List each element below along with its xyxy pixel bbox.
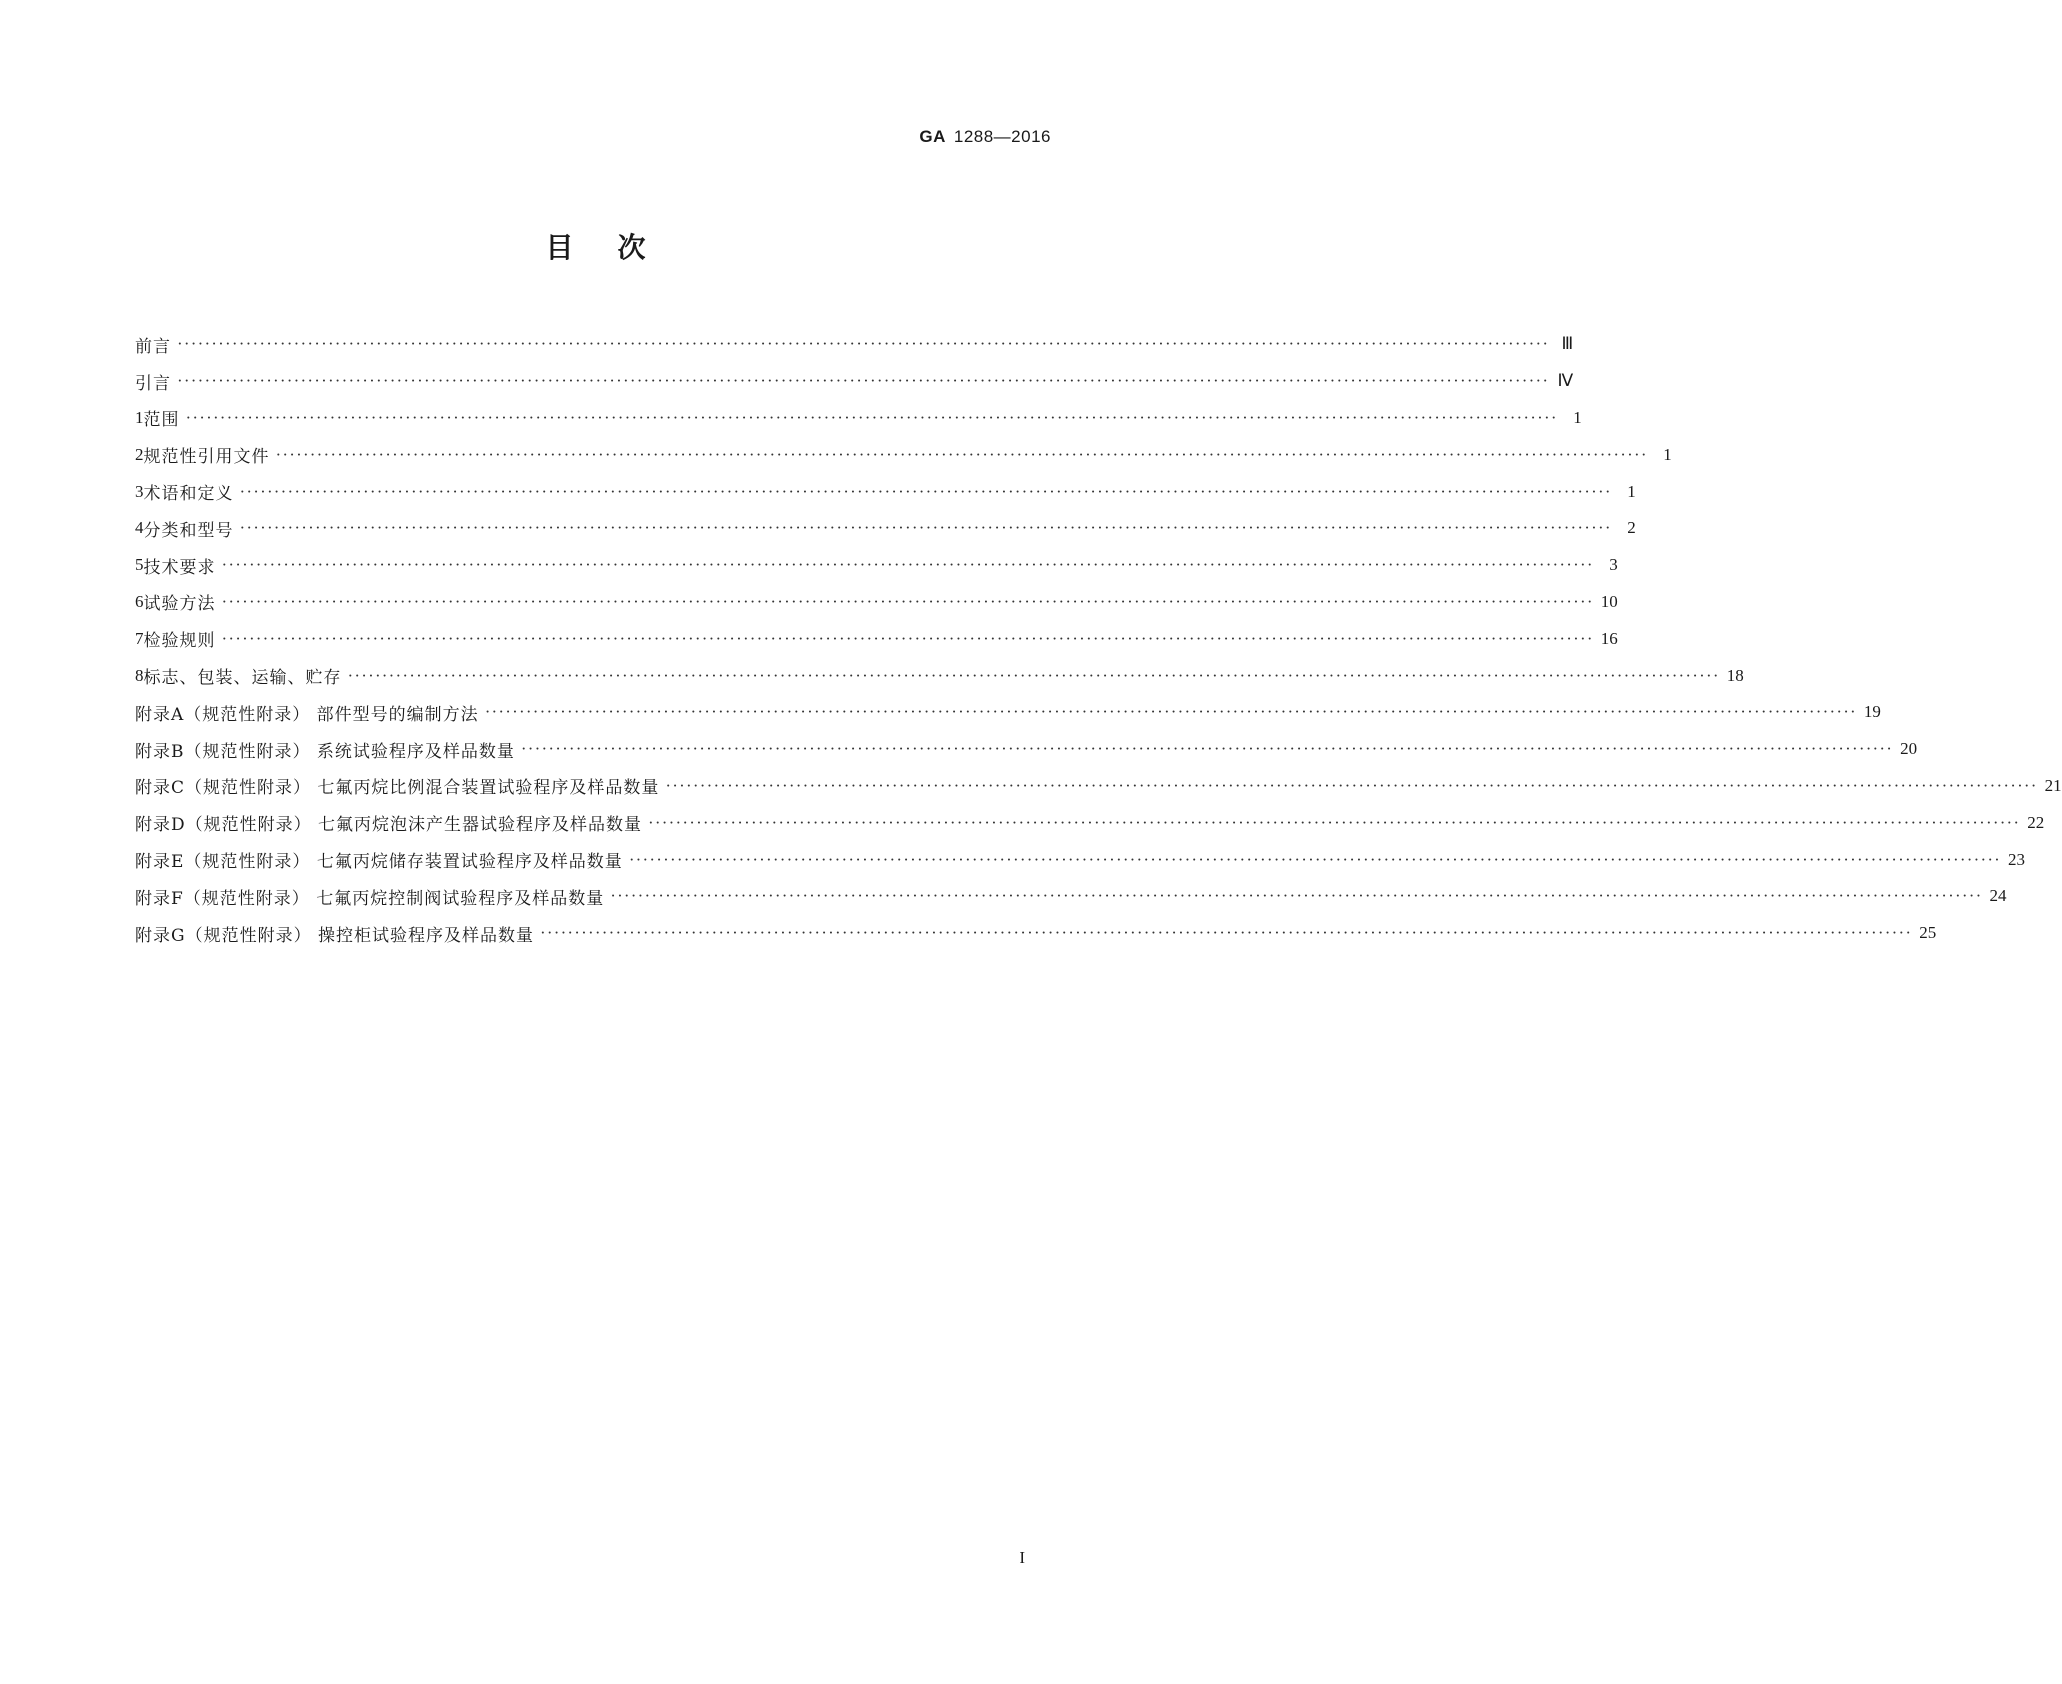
toc-entry-number: 4: [135, 518, 144, 538]
toc-entry-number: 1: [135, 407, 144, 427]
toc-entry[interactable]: [135, 878, 2007, 915]
toc-leader-dots: ········································································································································································································: [177, 371, 1550, 391]
toc-entry-page: 18: [1726, 665, 1744, 685]
toc-entry-label: 检验规则: [143, 631, 216, 652]
toc-entry-page: 1: [1663, 444, 1672, 464]
toc-leader-dots: ········································································································································································································: [628, 849, 2002, 869]
toc-entry[interactable]: [135, 841, 2026, 878]
toc-leader-dots: ········································································································································································································: [539, 923, 1913, 943]
toc-entry-number: 8: [135, 665, 144, 685]
toc-entry-page: 1: [1627, 481, 1636, 501]
toc-entry-number: 5: [135, 555, 144, 575]
toc-leader-dots: ········································································································································································································: [520, 739, 1894, 759]
toc-entry-label: 附录B（规范性附录） 系统试验程序及样品数量: [135, 741, 515, 762]
toc-entry[interactable]: [135, 547, 1618, 584]
toc-entry-page: Ⅳ: [1557, 371, 1574, 391]
toc-entry-page: 25: [1919, 923, 1937, 943]
toc-entry-label: 范围: [143, 410, 180, 431]
toc-leader-dots: ········································································································································································································: [648, 812, 2021, 832]
toc-leader-dots: ········································································································································································································: [221, 555, 1594, 575]
toc-entry-label: 试验方法: [143, 594, 216, 615]
toc-leader-dots: ········································································································································································································: [239, 481, 1612, 501]
toc-leader-dots: ········································································································································································································: [484, 702, 1857, 722]
toc-entry-label: 前言: [135, 336, 171, 357]
toc-entry[interactable]: [135, 731, 1918, 768]
toc-leader-dots: ········································································································································································································: [185, 407, 1558, 427]
toc-entry-label: 附录E（规范性附录） 七氟丙烷储存装置试验程序及样品数量: [135, 852, 623, 873]
standard-code: [919, 127, 1051, 147]
toc-entry-label: 附录C（规范性附录） 七氟丙烷比例混合装置试验程序及样品数量: [135, 778, 660, 799]
toc-entry-page: 3: [1609, 555, 1618, 575]
toc-entry-number: 6: [135, 591, 144, 611]
toc-entry-page: 24: [1989, 886, 2007, 906]
page-number: I: [1019, 1548, 1025, 1567]
toc-entry-page: 16: [1600, 628, 1618, 648]
toc-entry[interactable]: [135, 326, 1574, 363]
toc-entry[interactable]: [135, 363, 1574, 400]
toc-entry-label: 术语和定义: [143, 484, 234, 505]
toc-entry-label: 标志、包装、运输、贮存: [143, 668, 342, 689]
toc-entry[interactable]: [135, 620, 1618, 657]
page-title: 目次: [545, 231, 690, 264]
toc-entry-label: 技术要求: [143, 557, 216, 578]
toc-entry-page: 1: [1573, 407, 1582, 427]
toc-entry[interactable]: [135, 768, 2062, 805]
toc-entry[interactable]: [135, 657, 1744, 694]
toc-entry-label: 分类和型号: [143, 520, 234, 541]
toc-leader-dots: ········································································································································································································: [177, 334, 1550, 354]
toc-leader-dots: ········································································································································································································: [239, 518, 1612, 538]
table-of-contents: [135, 326, 2062, 952]
toc-entry-label: 规范性引用文件: [143, 447, 270, 468]
toc-leader-dots: ········································································································································································································: [221, 628, 1594, 648]
toc-entry[interactable]: [135, 473, 1636, 510]
toc-entry[interactable]: [135, 510, 1636, 547]
toc-leader-dots: ········································································································································································································: [347, 665, 1720, 685]
toc-entry[interactable]: [135, 915, 1937, 952]
toc-entry-page: 2: [1627, 518, 1636, 538]
toc-entry-page: 21: [2044, 775, 2062, 795]
standard-org: GA: [919, 127, 946, 146]
toc-entry-label: 附录F（规范性附录） 七氟丙烷控制阀试验程序及样品数量: [135, 888, 605, 909]
toc-entry-label: 附录A（规范性附录） 部件型号的编制方法: [135, 704, 479, 725]
toc-leader-dots: ········································································································································································································: [275, 444, 1648, 464]
toc-leader-dots: ········································································································································································································: [665, 775, 2038, 795]
toc-entry-page: Ⅲ: [1561, 334, 1574, 354]
toc-entry[interactable]: [135, 804, 2045, 841]
toc-entry-page: 20: [1900, 739, 1918, 759]
standard-number: 1288—2016: [953, 127, 1051, 146]
toc-entry-number: 2: [135, 444, 144, 464]
toc-leader-dots: ········································································································································································································: [610, 886, 1983, 906]
toc-entry[interactable]: [135, 400, 1582, 437]
toc-entry-number: 3: [135, 481, 144, 501]
toc-entry-page: 10: [1600, 591, 1618, 611]
toc-entry[interactable]: [135, 436, 1672, 473]
toc-entry-label: 引言: [135, 373, 171, 394]
toc-entry-number: 7: [135, 628, 144, 648]
toc-entry-page: 22: [2027, 812, 2045, 832]
toc-entry[interactable]: [135, 694, 1881, 731]
toc-leader-dots: ········································································································································································································: [221, 591, 1594, 611]
toc-entry-page: 19: [1863, 702, 1881, 722]
toc-entry[interactable]: [135, 584, 1618, 621]
toc-entry-label: 附录G（规范性附录） 操控柜试验程序及样品数量: [135, 925, 534, 946]
toc-entry-label: 附录D（规范性附录） 七氟丙烷泡沫产生器试验程序及样品数量: [135, 815, 643, 836]
toc-entry-page: 23: [2008, 849, 2026, 869]
